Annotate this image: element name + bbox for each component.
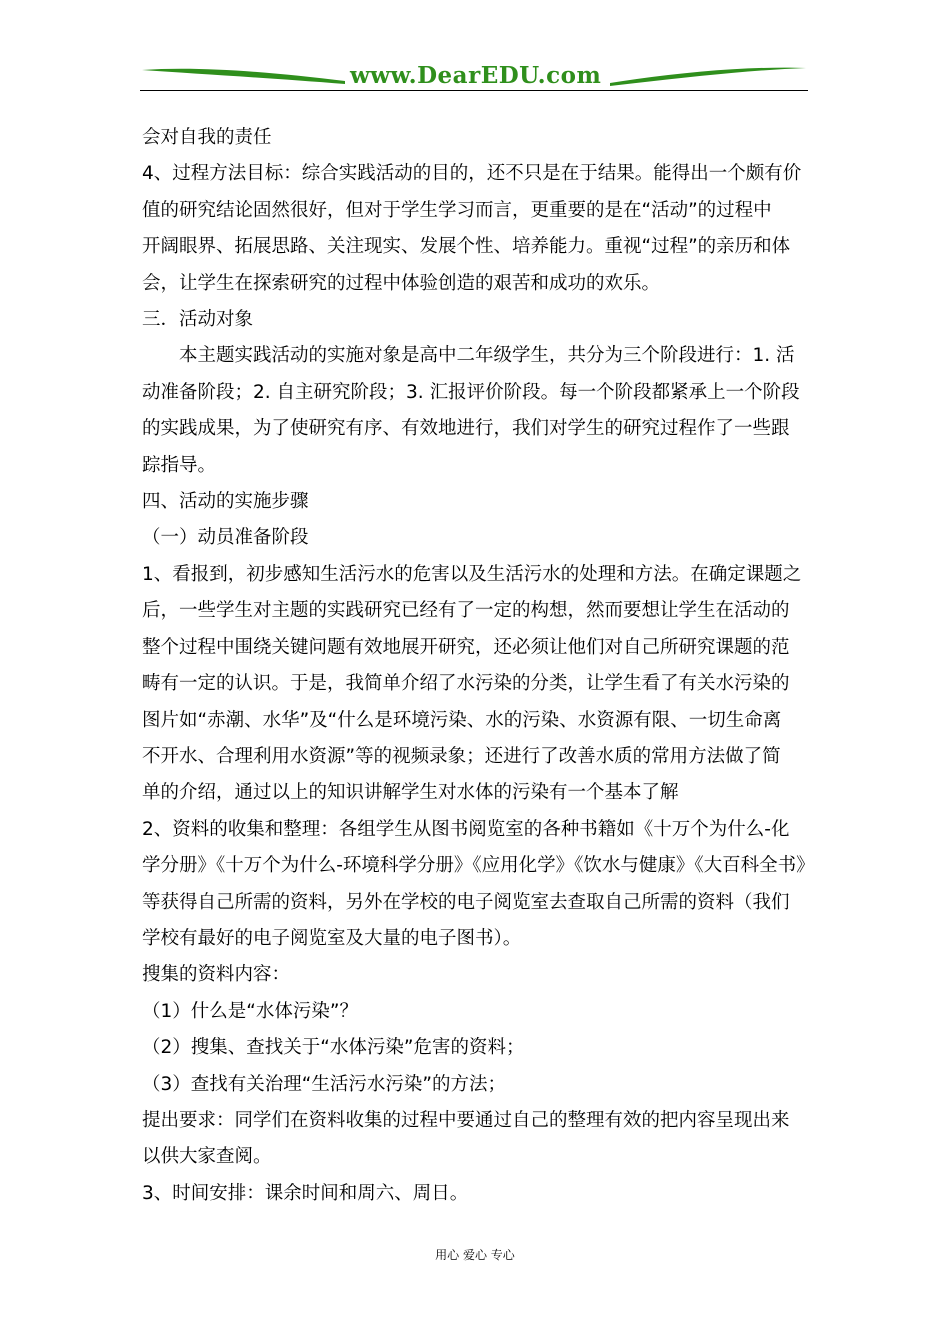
text-line: 动准备阶段；2. 自主研究阶段；3. 汇报评价阶段。每一个阶段都紧承上一个阶段 (142, 381, 800, 403)
header-divider (140, 90, 808, 91)
text-line: 踪指导。 (142, 454, 217, 476)
text-line: 整个过程中围绕关键问题有效地展开研究，还必须让他们对自己所研究课题的范 (142, 636, 790, 658)
list-item: （2）搜集、查找关于“水体污染”危害的资料； (142, 1037, 525, 1059)
text-line: 畴有一定的认识。于是，我简单介绍了水污染的分类，让学生看了有关水污染的 (142, 673, 790, 695)
text-line: 学分册》《十万个为什么-环境科学分册》《应用化学》《饮水与健康》《大百科全书》 (142, 855, 815, 877)
text-line: 会，让学生在探索研究的过程中体验创造的艰苦和成功的欢乐。 (142, 272, 661, 294)
text-line: 3、时间安排：课余时间和周六、周日。 (142, 1182, 469, 1204)
text-line: 1、看报到，初步感知生活污水的危害以及生活污水的处理和方法。在确定课题之 (142, 563, 802, 585)
text-line: 会对自我的责任 (142, 127, 272, 148)
text-line: 后，一些学生对主题的实践研究已经有了一定的构想，然而要想让学生在活动的 (142, 600, 790, 622)
text-line: 2、资料的收集和整理：各组学生从图书阅览室的各种书籍如《十万个为什么-化 (142, 818, 790, 840)
section-heading: 四、活动的实施步骤 (142, 491, 309, 513)
text-line: 图片如“赤潮、水华”及“什么是环境污染、水的污染、水资源有限、一切生命离 (142, 709, 782, 731)
page-header (140, 58, 808, 98)
text-line: 的实践成果，为了使研究有序、有效地进行，我们对学生的研究过程作了一些跟 (142, 418, 790, 440)
document-body (142, 120, 815, 1212)
text-line: 以供大家查阅。 (142, 1146, 272, 1168)
text-line: 开阔眼界、拓展思路、关注现实、发展个性、培养能力。重视“过程”的亲历和体 (142, 236, 791, 258)
text-line: 搜集的资料内容： (142, 964, 291, 986)
text-line: 本主题实践活动的实施对象是高中二年级学生，共分为三个阶段进行：1. 活 (179, 345, 795, 367)
text-line: 单的介绍，通过以上的知识讲解学生对水体的污染有一个基本了解 (142, 782, 679, 804)
text-line: 值的研究结论固然很好，但对于学生学习而言，更重要的是在“活动”的过程中 (142, 199, 772, 221)
text-line: 不开水、合理利用水资源”等的视频录象；还进行了改善水质的常用方法做了简 (142, 745, 781, 767)
subsection-heading: （一）动员准备阶段 (142, 527, 309, 549)
text-line: 学校有最好的电子阅览室及大量的电子图书）。 (142, 927, 522, 949)
list-item: （3）查找有关治理“生活污水污染”的方法； (142, 1073, 506, 1095)
text-line: 提出要求：同学们在资料收集的过程中要通过自己的整理有效的把内容呈现出来 (142, 1109, 790, 1131)
section-heading: 三．活动对象 (142, 309, 254, 331)
text-line: 等获得自己所需的资料，另外在学校的电子阅览室去查取自己所需的资料（我们 (142, 891, 790, 913)
list-item: （1）什么是“水体污染”？ (142, 1000, 358, 1022)
site-logo[interactable]: www.DearEDU.com (350, 62, 602, 89)
text-line: 4、过程方法目标：综合实践活动的目的，还不只是在于结果。能得出一个颇有价 (142, 163, 802, 185)
page-footer: 用心 爱心 专心 (435, 1248, 515, 1262)
